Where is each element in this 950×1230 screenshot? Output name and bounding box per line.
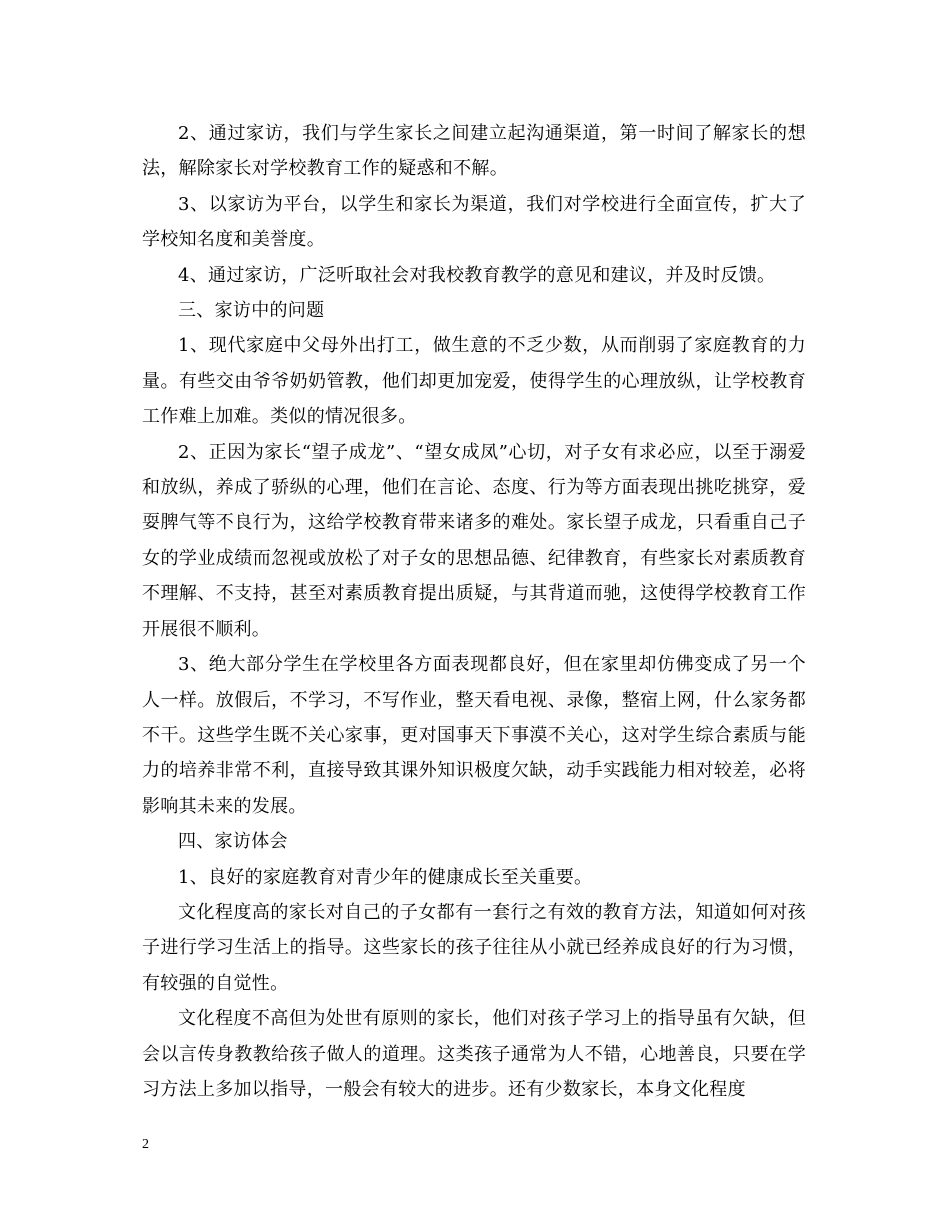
paragraph-behavior-at-home: 3、绝大部分学生在学校里各方面表现都良好，但在家里却仿佛变成了另一个人一样。放假后，不学习，不写作业，整天看电视、录像，整宿上网，什么家务都不干。这些学生既不关心家事，更对国事天下事漠不关心，这对学生综合素质与能力的培养非常不利，直接导致其课外知识极度欠缺，动手实践能力相对较差，必将影响其未来的发展。: [142, 654, 806, 817]
page-number: 2: [142, 1137, 149, 1152]
section-heading-problems: 三、家访中的问题: [178, 300, 325, 322]
paragraph-educated-parents: 文化程度高的家长对自己的子女都有一套行之有效的教育方法，知道如何对孩子进行学习生活上的指导。这些家长的孩子往往从小就已经养成良好的行为习惯，有较强的自觉性。: [142, 901, 806, 994]
paragraph-family-education-importance: 1、良好的家庭教育对青少年的健康成长至关重要。: [178, 866, 593, 888]
section-heading-reflections: 四、家访体会: [178, 831, 288, 853]
paragraph-feedback: 4、通过家访，广泛听取社会对我校教育教学的意见和建议，并及时反馈。: [178, 264, 776, 286]
document-body: [142, 116, 806, 1107]
paragraph-spoiling-children: 2、正因为家长“望子成龙”、“望女成凤”心切，对子女有求必应，以至于溺爱和放纵，养成了骄纵的心理，他们在言论、态度、行为等方面表现出挑吃挑穿，爱耍脾气等不良行为，这给学校教育带来诸多的难处。家长望子成龙，只看重自己子女的学业成绩而忽视或放松了对子女的思想品德、纪律教育，有些家长对素质教育不理解、不支持，甚至对素质教育提出质疑，与其背道而驰，这使得学校教育工作开展很不顺利。: [142, 441, 806, 640]
paragraph-principled-parents: 文化程度不高但为处世有原则的家长，他们对孩子学习上的指导虽有欠缺，但会以言传身教教给孩子做人的道理。这类孩子通常为人不错，心地善良，只要在学习方法上多加以指导，一般会有较大的进步。还有少数家长，本身文化程度: [142, 1008, 806, 1100]
paragraph-school-publicity: 3、以家访为平台，以学生和家长为渠道，我们对学校进行全面宣传，扩大了学校知名度和美誉度。: [142, 193, 806, 251]
paragraph-communication-channel: 2、通过家访，我们与学生家长之间建立起沟通渠道，第一时间了解家长的想法，解除家长对学校教育工作的疑惑和不解。: [142, 123, 806, 180]
paragraph-parents-working-away: 1、现代家庭中父母外出打工，做生意的不乏少数，从而削弱了家庭教育的力量。有些交由爷爷奶奶管教，他们却更加宠爱，使得学生的心理放纵，让学校教育工作难上加难。类似的情况很多。: [142, 335, 806, 428]
